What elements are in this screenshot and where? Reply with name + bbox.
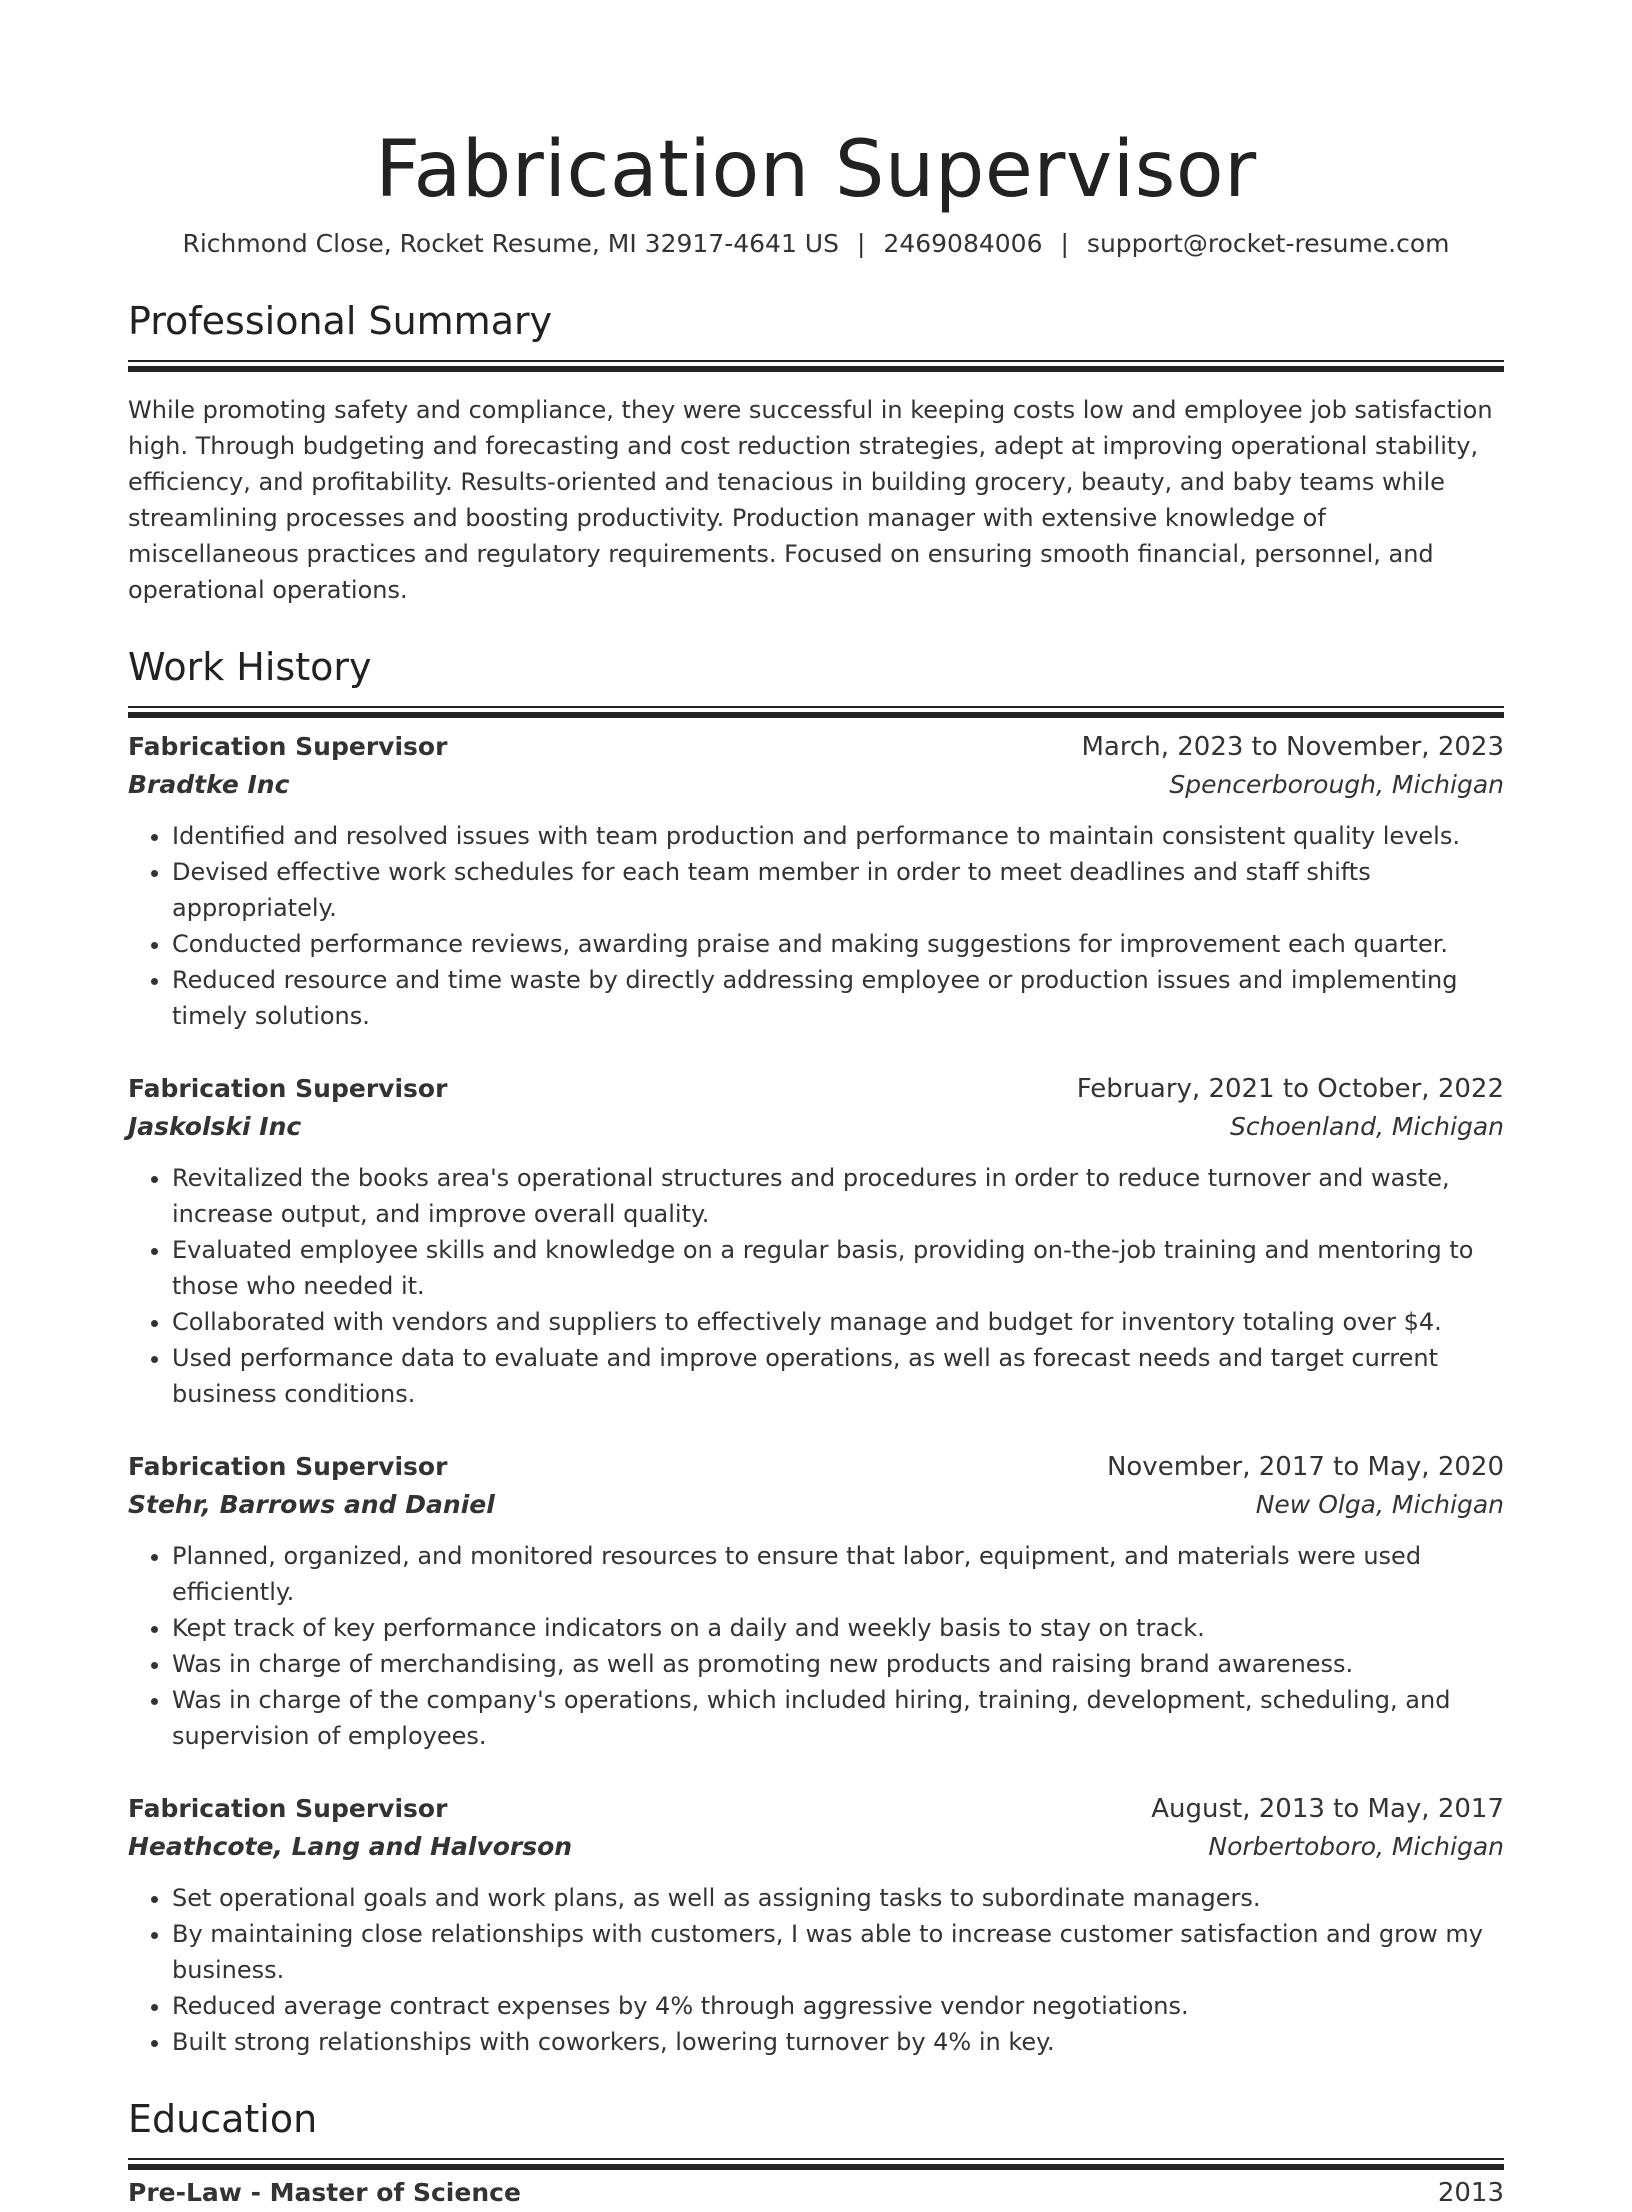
job-dates: February, 2021 to October, 2022 bbox=[1076, 1074, 1504, 1104]
job-bullet: • Set operational goals and work plans, as well as assigning tasks to subordinate managers. bbox=[172, 1880, 1504, 1916]
job-bullet: • Conducted performance reviews, awarding praise and making suggestions for improvement each quarter. bbox=[172, 926, 1504, 962]
job-bullet: • Reduced resource and time waste by directly addressing employee or production issues and implementing timely solutions. bbox=[172, 962, 1504, 1034]
job-entry bbox=[128, 1070, 1504, 1412]
job-company: Bradtke Inc bbox=[128, 770, 290, 799]
job-bullet: • Identified and resolved issues with team production and performance to maintain consistent quality levels. bbox=[172, 818, 1504, 854]
job-header-row bbox=[128, 1448, 1504, 1486]
job-bullet: • By maintaining close relationships with customers, I was able to increase customer satisfaction and grow my business. bbox=[172, 1916, 1504, 1988]
resume-page bbox=[128, 0, 1504, 2212]
job-location: Norbertoboro, Michigan bbox=[1208, 1832, 1504, 1861]
job-title: Fabrication Supervisor bbox=[128, 732, 448, 761]
job-bullet: • Kept track of key performance indicators on a daily and weekly basis to stay on track. bbox=[172, 1610, 1504, 1646]
job-header-row bbox=[128, 1070, 1504, 1108]
job-bullets bbox=[128, 818, 1504, 1034]
job-header-row bbox=[128, 1790, 1504, 1828]
job-entry bbox=[128, 1790, 1504, 2060]
job-bullet: • Collaborated with vendors and suppliers to effectively manage and budget for inventory totaling over $4. bbox=[172, 1304, 1504, 1340]
education-degree: Pre-Law - Master of Science bbox=[128, 2178, 521, 2207]
section-divider bbox=[128, 2158, 1504, 2160]
job-bullets bbox=[128, 1538, 1504, 1754]
job-location: Schoenland, Michigan bbox=[1230, 1112, 1504, 1141]
job-location: Spencerborough, Michigan bbox=[1169, 770, 1504, 799]
job-dates: November, 2017 to May, 2020 bbox=[1106, 1452, 1504, 1482]
job-bullet: • Built strong relationships with coworkers, lowering turnover by 4% in key. bbox=[172, 2024, 1504, 2060]
job-entry bbox=[128, 728, 1504, 1034]
job-bullets bbox=[128, 1880, 1504, 2060]
job-company-row bbox=[128, 1108, 1504, 1146]
section-title-work-history: Work History bbox=[128, 645, 372, 689]
job-bullet: • Planned, organized, and monitored resources to ensure that labor, equipment, and materials were used efficiently. bbox=[172, 1538, 1504, 1610]
job-header-row bbox=[128, 728, 1504, 766]
job-company: Jaskolski Inc bbox=[128, 1112, 302, 1141]
section-title-summary: Professional Summary bbox=[128, 299, 553, 343]
job-bullet: • Was in charge of the company's operations, which included hiring, training, development, scheduling, and supervision of employees. bbox=[172, 1682, 1504, 1754]
contact-separator: | bbox=[856, 229, 866, 258]
summary-text: While promoting safety and compliance, they were successful in keeping costs low and employee job satisfaction high. Through budgeting and forecasting and cost reduction strategies, adept at improving operational stability, efficiency, and profitability. Results-oriented and tenacious in building grocery, beauty, and baby teams while streamlining processes and boosting productivity. Production manager with extensive knowledge of miscellaneous practices and regulatory requirements. Focused on ensuring smooth financial, personnel, and operational operations. bbox=[128, 396, 1493, 604]
job-title: Fabrication Supervisor bbox=[128, 1452, 448, 1481]
resume-name: Fabrication Supervisor bbox=[375, 125, 1257, 215]
contact-phone[interactable]: 2469084006 bbox=[883, 229, 1043, 258]
section-divider bbox=[128, 706, 1504, 708]
job-company: Stehr, Barrows and Daniel bbox=[128, 1490, 495, 1519]
contact-line bbox=[128, 226, 1504, 262]
job-bullet: • Used performance data to evaluate and improve operations, as well as forecast needs and target current business conditions. bbox=[172, 1340, 1504, 1412]
job-bullet: • Reduced average contract expenses by 4% through aggressive vendor negotiations. bbox=[172, 1988, 1504, 2024]
job-company-row bbox=[128, 1486, 1504, 1524]
job-bullet: • Devised effective work schedules for each team member in order to meet deadlines and staff shifts appropriately. bbox=[172, 854, 1504, 926]
job-bullet: • Evaluated employee skills and knowledge on a regular basis, providing on-the-job training and mentoring to those who needed it. bbox=[172, 1232, 1504, 1304]
section-title-education: Education bbox=[128, 2097, 318, 2141]
section-divider bbox=[128, 360, 1504, 362]
job-company-row bbox=[128, 766, 1504, 804]
job-bullet: • Revitalized the books area's operational structures and procedures in order to reduce turnover and waste, increase output, and improve overall quality. bbox=[172, 1160, 1504, 1232]
job-bullet: • Was in charge of merchandising, as well as promoting new products and raising brand awareness. bbox=[172, 1646, 1504, 1682]
job-dates: March, 2023 to November, 2023 bbox=[1081, 732, 1504, 762]
job-company-row bbox=[128, 1828, 1504, 1866]
job-location: New Olga, Michigan bbox=[1255, 1490, 1504, 1519]
job-title: Fabrication Supervisor bbox=[128, 1794, 448, 1823]
job-title: Fabrication Supervisor bbox=[128, 1074, 448, 1103]
job-dates: August, 2013 to May, 2017 bbox=[1151, 1794, 1504, 1824]
job-bullets bbox=[128, 1160, 1504, 1412]
education-year: 2013 bbox=[1437, 2178, 1504, 2208]
job-entry bbox=[128, 1448, 1504, 1754]
education-entry bbox=[128, 2174, 1504, 2212]
contact-address: Richmond Close, Rocket Resume, MI 32917-4641 US bbox=[182, 229, 839, 258]
contact-email[interactable]: support@rocket-resume.com bbox=[1086, 229, 1450, 258]
job-company: Heathcote, Lang and Halvorson bbox=[128, 1832, 573, 1861]
contact-separator: | bbox=[1060, 229, 1069, 258]
